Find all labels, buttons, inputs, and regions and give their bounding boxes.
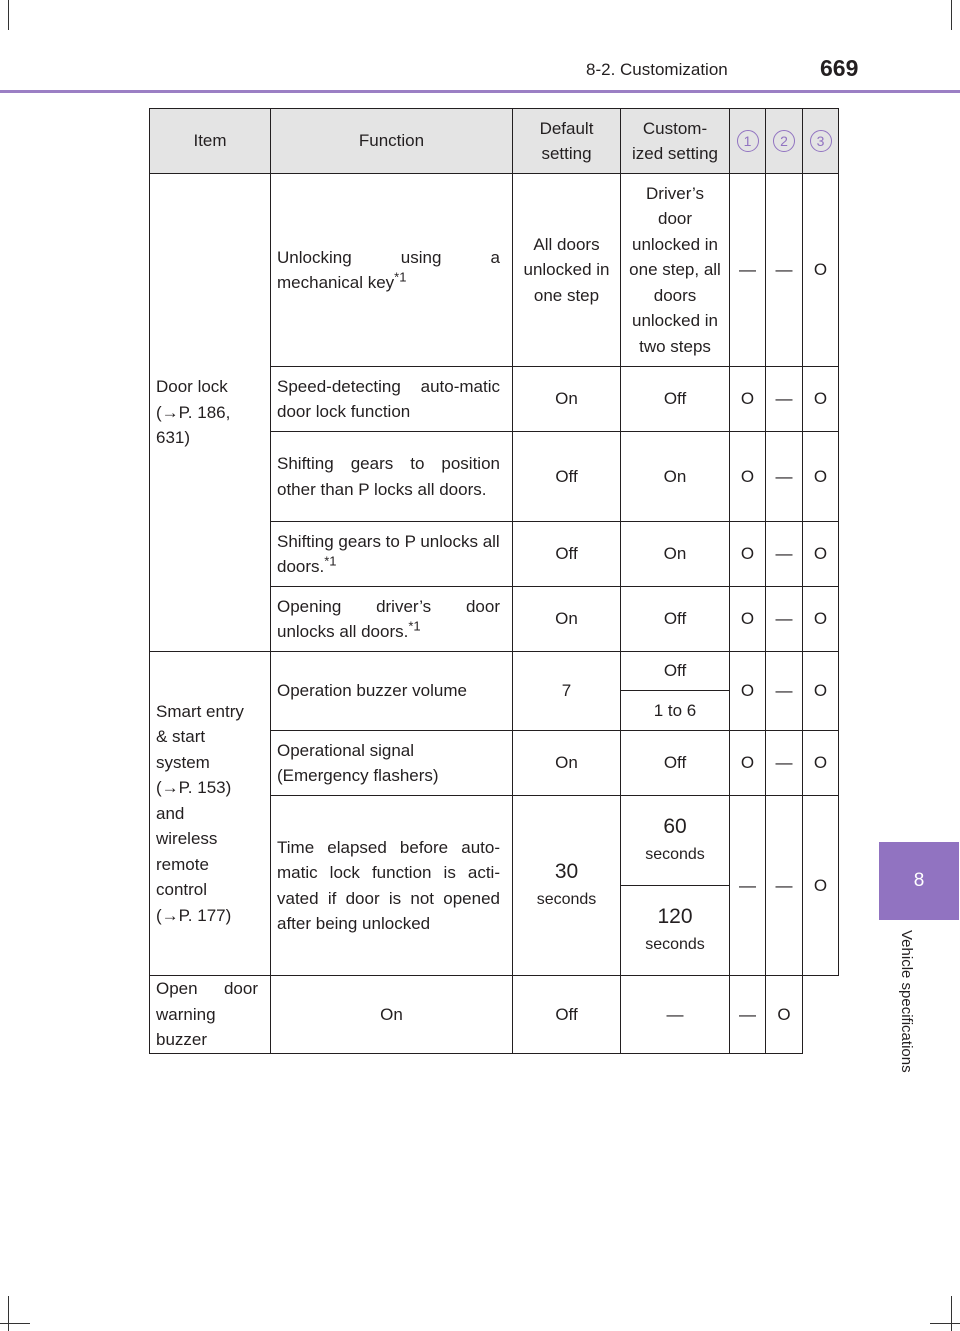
default-cell: 30 seconds bbox=[513, 796, 621, 976]
function-cell: Opening driver’s door unlocks all doors.$^{*1}$ bbox=[271, 587, 513, 652]
custom-cell: On bbox=[621, 522, 730, 587]
custom-cell: Off bbox=[621, 587, 730, 652]
method-3-cell: O bbox=[803, 796, 839, 976]
crop-mark bbox=[951, 1296, 952, 1331]
crop-mark bbox=[0, 1323, 30, 1324]
method-1-cell: O bbox=[730, 432, 766, 522]
function-cell: Time elapsed before auto-matic lock function is acti-vated if door is not opened after being unlocked bbox=[271, 796, 513, 976]
method-2-cell: — bbox=[766, 587, 803, 652]
default-cell: Off bbox=[513, 522, 621, 587]
function-cell: Shifting gears to position other than P locks all doors. bbox=[271, 432, 513, 522]
page-number: 669 bbox=[820, 55, 859, 81]
function-cell: Operational signal (Emergency flashers) bbox=[271, 731, 513, 796]
chapter-tab[interactable]: 8 bbox=[879, 842, 959, 920]
method-3-cell: O bbox=[803, 587, 839, 652]
custom-cell: Off bbox=[621, 367, 730, 432]
header-item: Item bbox=[150, 109, 271, 174]
method-3-cell: O bbox=[803, 367, 839, 432]
crop-mark bbox=[8, 0, 9, 30]
method-3-cell: O bbox=[766, 976, 803, 1054]
custom-cell: Off bbox=[621, 652, 730, 691]
default-cell: On bbox=[271, 976, 513, 1054]
custom-cell: Off bbox=[621, 731, 730, 796]
circled-number-3: 3 bbox=[810, 130, 832, 152]
method-2-cell: — bbox=[766, 522, 803, 587]
item-smart-entry: Smart entry & start system (→P. 153) and wireless remote control (→P. 177) bbox=[150, 652, 271, 976]
header-rule bbox=[0, 90, 960, 93]
method-3-cell: O bbox=[803, 522, 839, 587]
method-2-cell: — bbox=[766, 796, 803, 976]
method-1-cell: — bbox=[730, 796, 766, 976]
custom-cell: Off bbox=[513, 976, 621, 1054]
section-title: 8-2. Customization bbox=[586, 60, 728, 79]
header-method-2 bbox=[766, 109, 803, 174]
customization-table bbox=[149, 108, 839, 1054]
function-cell: Open door warning buzzer bbox=[150, 976, 271, 1054]
custom-cell: On bbox=[621, 432, 730, 522]
table-row bbox=[150, 174, 839, 367]
custom-cell: 120 seconds bbox=[621, 886, 730, 976]
default-cell: On bbox=[513, 587, 621, 652]
crop-mark bbox=[8, 1296, 9, 1331]
method-1-cell: O bbox=[730, 731, 766, 796]
method-2-cell: — bbox=[766, 174, 803, 367]
method-3-cell: O bbox=[803, 731, 839, 796]
table-row bbox=[150, 652, 839, 691]
header-custom: Custom- ized setting bbox=[621, 109, 730, 174]
function-cell: Unlocking using a mechanical key$^{*1}$ bbox=[271, 174, 513, 367]
method-2-cell: — bbox=[766, 652, 803, 731]
method-1-cell: — bbox=[621, 976, 730, 1054]
method-1-cell: O bbox=[730, 522, 766, 587]
method-1-cell: O bbox=[730, 367, 766, 432]
function-cell: Shifting gears to P unlocks all doors.$^{*1}$ bbox=[271, 522, 513, 587]
custom-cell: 1 to 6 bbox=[621, 691, 730, 731]
method-1-cell: O bbox=[730, 587, 766, 652]
default-cell: Off bbox=[513, 432, 621, 522]
method-2-cell: — bbox=[730, 976, 766, 1054]
method-2-cell: — bbox=[766, 432, 803, 522]
circled-number-1: 1 bbox=[737, 130, 759, 152]
custom-cell: Driver’s door unlocked in one step, all doors unlocked in two steps bbox=[621, 174, 730, 367]
method-1-cell: O bbox=[730, 652, 766, 731]
method-2-cell: — bbox=[766, 731, 803, 796]
table-row bbox=[150, 976, 839, 1054]
default-cell: 7 bbox=[513, 652, 621, 731]
method-3-cell: O bbox=[803, 432, 839, 522]
table-header-row bbox=[150, 109, 839, 174]
method-1-cell: — bbox=[730, 174, 766, 367]
default-cell: All doors unlocked in one step bbox=[513, 174, 621, 367]
header-function: Function bbox=[271, 109, 513, 174]
method-3-cell: O bbox=[803, 174, 839, 367]
method-3-cell: O bbox=[803, 652, 839, 731]
function-cell: Speed-detecting auto-matic door lock function bbox=[271, 367, 513, 432]
header-method-3 bbox=[803, 109, 839, 174]
header-default: Default setting bbox=[513, 109, 621, 174]
custom-cell: 60 seconds bbox=[621, 796, 730, 886]
item-door-lock: Door lock (→P. 186, 631) bbox=[150, 174, 271, 652]
crop-mark bbox=[930, 1323, 960, 1324]
crop-mark bbox=[951, 0, 952, 30]
circled-number-2: 2 bbox=[773, 130, 795, 152]
default-cell: On bbox=[513, 367, 621, 432]
header-method-1 bbox=[730, 109, 766, 174]
method-2-cell: — bbox=[766, 367, 803, 432]
chapter-label: Vehicle specifications bbox=[898, 930, 915, 1073]
function-cell: Operation buzzer volume bbox=[271, 652, 513, 731]
default-cell: On bbox=[513, 731, 621, 796]
